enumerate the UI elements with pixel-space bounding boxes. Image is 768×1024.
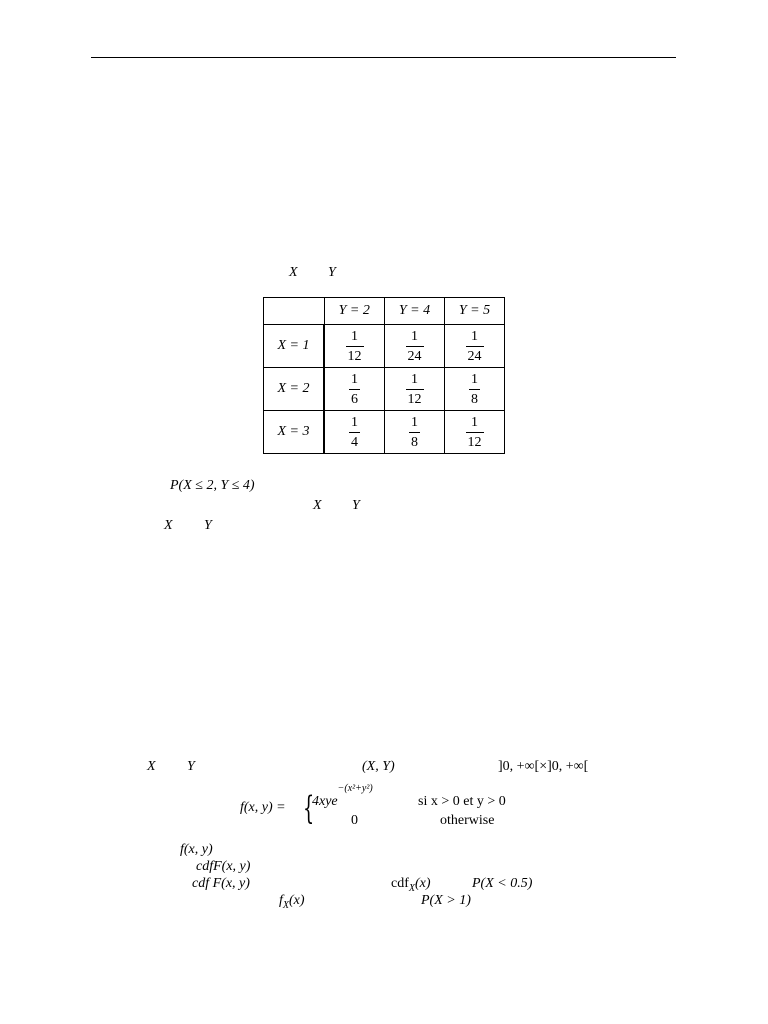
table-col-header: Y = 5 bbox=[445, 298, 505, 325]
density-case-1-expr: 4xye bbox=[312, 794, 338, 809]
fraction bbox=[465, 329, 485, 364]
fraction-numerator: 1 bbox=[471, 371, 478, 387]
fraction-numerator: 1 bbox=[471, 414, 478, 430]
table-row-header: X = 1 bbox=[264, 325, 325, 368]
fraction-denominator: 8 bbox=[471, 391, 478, 407]
fraction bbox=[345, 329, 365, 364]
fraction-numerator: 1 bbox=[351, 328, 358, 344]
fraction-numerator: 1 bbox=[351, 414, 358, 430]
density-case-2-condition: otherwise bbox=[440, 813, 495, 828]
piecewise-brace-icon: { bbox=[303, 789, 315, 827]
fraction-numerator: 1 bbox=[351, 371, 358, 387]
fraction bbox=[408, 415, 421, 450]
cdf-subscript: X bbox=[408, 882, 415, 894]
fraction-numerator: 1 bbox=[411, 371, 418, 387]
fraction-numerator: 1 bbox=[411, 414, 418, 430]
table-cell bbox=[385, 325, 445, 368]
fraction-denominator: 12 bbox=[347, 348, 362, 364]
table-row-header: X = 3 bbox=[264, 411, 325, 454]
table-cell bbox=[385, 411, 445, 454]
fraction bbox=[348, 372, 361, 407]
fraction-denominator: 12 bbox=[407, 391, 422, 407]
cdf-word: cdf bbox=[391, 876, 409, 891]
density-case-1-condition: si x > 0 et y > 0 bbox=[418, 794, 506, 809]
density-case-1 bbox=[312, 783, 373, 810]
table-row bbox=[264, 411, 505, 454]
table-header-row bbox=[264, 298, 505, 325]
var-x-label: X bbox=[289, 265, 298, 280]
fraction bbox=[465, 415, 485, 450]
marginal-f: f bbox=[279, 893, 283, 908]
question-3-var-y: Y bbox=[204, 518, 212, 533]
density-case-1-exponent: −(x²+y²) bbox=[337, 783, 373, 795]
question-2-var-x: X bbox=[313, 498, 322, 513]
table-cell bbox=[324, 368, 385, 411]
question-d-marginal-density bbox=[279, 893, 305, 914]
marginal-argument: (x) bbox=[289, 893, 305, 908]
table-row-header: X = 2 bbox=[264, 368, 325, 411]
joint-probability-table bbox=[263, 297, 505, 454]
marginal-subscript: X bbox=[282, 899, 289, 911]
table-col-header: Y = 2 bbox=[324, 298, 385, 325]
fraction-denominator: 8 bbox=[411, 434, 418, 450]
fraction-denominator: 4 bbox=[351, 434, 358, 450]
var-y-label: Y bbox=[328, 265, 336, 280]
table-row bbox=[264, 325, 505, 368]
continuous-var-x: X bbox=[147, 759, 156, 774]
density-case-2: 0 bbox=[351, 813, 358, 828]
table-cell bbox=[445, 325, 505, 368]
question-3-var-x: X bbox=[164, 518, 173, 533]
question-1-expression: P(X ≤ 2, Y ≤ 4) bbox=[170, 478, 255, 493]
fraction bbox=[468, 372, 481, 407]
fraction-denominator: 24 bbox=[467, 348, 482, 364]
fraction bbox=[405, 372, 425, 407]
fraction-denominator: 24 bbox=[407, 348, 422, 364]
table-col-header: Y = 4 bbox=[385, 298, 445, 325]
question-c-cdf-joint: cdf F(x, y) bbox=[192, 876, 250, 891]
fraction-denominator: 12 bbox=[467, 434, 482, 450]
fraction-numerator: 1 bbox=[471, 328, 478, 344]
question-d-probability: P(X > 1) bbox=[421, 893, 471, 908]
question-b-expression: cdfF(x, y) bbox=[196, 859, 251, 874]
question-a-expression: f(x, y) bbox=[180, 842, 213, 857]
fraction-denominator: 6 bbox=[351, 391, 358, 407]
continuous-var-y: Y bbox=[187, 759, 195, 774]
table-row bbox=[264, 368, 505, 411]
cdf-argument: (x) bbox=[415, 876, 431, 891]
table-corner-cell bbox=[264, 298, 325, 325]
question-2-var-y: Y bbox=[352, 498, 360, 513]
fraction-numerator: 1 bbox=[411, 328, 418, 344]
support-domain: ]0, +∞[×]0, +∞[ bbox=[498, 759, 589, 774]
fraction bbox=[348, 415, 361, 450]
question-c-probability: P(X < 0.5) bbox=[472, 876, 533, 891]
density-lhs: f(x, y) = bbox=[240, 800, 286, 815]
table-cell bbox=[324, 411, 385, 454]
table-cell bbox=[385, 368, 445, 411]
table-cell bbox=[324, 325, 385, 368]
header-rule bbox=[91, 57, 676, 58]
table-cell bbox=[445, 368, 505, 411]
table-cell bbox=[445, 411, 505, 454]
random-pair: (X, Y) bbox=[362, 759, 395, 774]
fraction bbox=[405, 329, 425, 364]
